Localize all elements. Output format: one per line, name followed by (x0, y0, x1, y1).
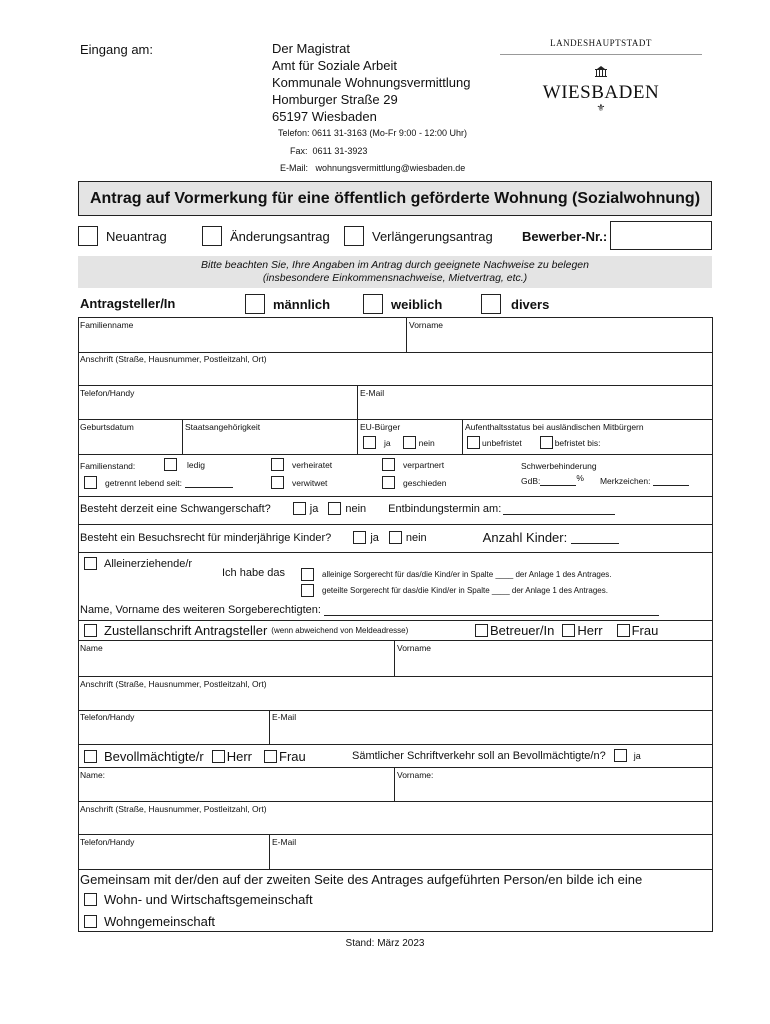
getrennt-seit-field[interactable] (185, 478, 233, 488)
aenderungsantrag-label: Änderungsantrag (230, 228, 330, 244)
verpartnert-row (382, 458, 444, 471)
eu-ja-label: ja (384, 437, 391, 448)
anzahl-kinder-label: Anzahl Kinder: (482, 530, 568, 545)
vollmacht-email-label: E-Mail (272, 837, 297, 847)
schriftverkehr-label: Sämtlicher Schriftverkehr soll an Bevollmächtigte/n? (352, 749, 606, 762)
address-line: Der Magistrat (272, 41, 351, 56)
maennlich-label: männlich (273, 296, 331, 312)
geburtsdatum-label: Geburtsdatum (80, 422, 134, 432)
sorge-option-1 (301, 568, 612, 581)
eu-buerger-label: EU-Bürger (360, 422, 401, 432)
verlaengerungsantrag-checkbox[interactable] (344, 226, 364, 246)
wirtschaftsgemeinschaft-label: Wohn- und Wirtschaftsgemeinschaft (104, 892, 313, 907)
notice-line: Bitte beachten Sie, Ihre Angaben im Antrag durch geeignete Nachweise zu belegen (201, 259, 589, 271)
eu-nein-checkbox[interactable] (403, 436, 416, 449)
alleinerziehend-checkbox[interactable] (84, 557, 97, 570)
email-row (280, 162, 465, 174)
wirtschaftsgemeinschaft-checkbox[interactable] (84, 893, 97, 906)
staatsangehoerigkeit-label: Staatsangehörigkeit (185, 422, 261, 432)
ledig-row (164, 458, 205, 471)
sorgeberechtigter-field[interactable] (324, 604, 659, 616)
sorgeberechtigter-row (80, 604, 659, 616)
telefon-field[interactable] (79, 399, 356, 418)
zustell-name-field[interactable] (79, 654, 393, 675)
entbindung-label: Entbindungstermin am: (388, 502, 502, 515)
wohngemeinschaft-row (84, 914, 215, 929)
schwanger-question: Besteht derzeit eine Schwangerschaft? (80, 502, 271, 515)
weiblich-label: weiblich (391, 296, 443, 312)
fax-row (290, 145, 367, 157)
telefon-label: Telefon: (278, 128, 310, 138)
ledig-label: ledig (187, 459, 205, 470)
schwanger-ja-checkbox[interactable] (293, 502, 306, 515)
zustell-heading-row (84, 623, 408, 638)
percent-label: % (576, 473, 584, 483)
wiesbaden-logo (500, 38, 702, 115)
zustell-telefon-label: Telefon/Handy (80, 712, 135, 722)
eu-options (363, 436, 435, 449)
zustell-frau-label: Frau (631, 623, 659, 638)
besuch-question: Besteht ein Besuchsrecht für minderjährige Kinder? (80, 531, 332, 544)
besuch-row (80, 530, 619, 545)
ich-habe-label: Ich habe das (222, 567, 285, 579)
alleiniges-sorgerecht-label: alleinige Sorgerecht für das/die Kind/er in Spalte ____ der Anlage 1 des Antrages. (322, 570, 612, 579)
verheiratet-checkbox[interactable] (271, 458, 284, 471)
verlaengerungsantrag-label: Verlängerungsantrag (372, 228, 493, 244)
alleinerziehend-row (84, 557, 192, 570)
fax-label: Fax: (290, 146, 308, 156)
lilies-icon: ⚜ (596, 103, 606, 114)
address-line: Kommunale Wohnungsvermittlung (272, 75, 471, 90)
gender-diverse-row (481, 294, 549, 314)
verpartnert-label: verpartnert (403, 459, 445, 470)
gdb-label: GdB: (521, 476, 541, 486)
sorge-option-2 (301, 584, 608, 597)
verpartnert-checkbox[interactable] (382, 458, 395, 471)
befristet-checkbox[interactable] (540, 436, 553, 449)
vollmacht-frau-label: Frau (279, 749, 306, 764)
alleiniges-sorgerecht-checkbox[interactable] (301, 568, 314, 581)
anschrift-label: Anschrift (Straße, Hausnummer, Postleitzahl, Ort) (80, 354, 267, 364)
aufenthaltsstatus-label: Aufenthaltsstatus bei ausländischen Mitbürgern (465, 422, 644, 432)
vollmacht-email-field[interactable] (270, 848, 712, 868)
verwitwet-checkbox[interactable] (271, 476, 284, 489)
vollmacht-anschrift-field[interactable] (79, 815, 712, 833)
eu-ja-checkbox[interactable] (363, 436, 376, 449)
zustell-checkbox[interactable] (84, 624, 97, 637)
geteiltes-sorgerecht-label: geteilte Sorgerecht für das/die Kind/er in Spalte ____ der Anlage 1 des Antrages. (322, 586, 608, 595)
fax-value: 0611 31-3923 (312, 146, 368, 156)
vollmacht-herr-label: Herr (226, 749, 252, 764)
alleinerziehend-label: Alleinerziehende/r (104, 557, 193, 570)
vollmacht-heading-row (84, 749, 306, 764)
getrennt-row (84, 476, 233, 489)
besuch-ja-label: ja (370, 531, 379, 544)
vollmacht-herr-checkbox[interactable] (212, 750, 225, 763)
vollmacht-vorname-field[interactable] (395, 781, 712, 800)
maennlich-checkbox[interactable] (245, 294, 265, 314)
familienstand-label: Familienstand: (80, 461, 136, 471)
bevollmaechtigte-checkbox[interactable] (84, 750, 97, 763)
anschrift-field[interactable] (79, 365, 712, 384)
zustell-herr-label: Herr (577, 623, 603, 638)
schwanger-ja-label: ja (309, 502, 319, 515)
geschieden-checkbox[interactable] (382, 476, 395, 489)
zustell-vorname-field[interactable] (395, 654, 712, 675)
wirtschaft-row (84, 892, 313, 907)
bewerber-label: Bewerber-Nr.: (522, 229, 608, 244)
entbindung-field[interactable] (503, 503, 615, 515)
address-line: Homburger Straße 29 (272, 92, 398, 107)
geschieden-row (382, 476, 446, 489)
stand-footer: Stand: März 2023 (345, 938, 425, 949)
anzahl-kinder-field[interactable] (571, 532, 619, 544)
telefon-row (278, 127, 467, 139)
zustell-vorname-label: Vorname (397, 643, 432, 653)
zustell-herr-checkbox[interactable] (562, 624, 575, 637)
sorgeberechtigter-label: Name, Vorname des weiteren Sorgeberechtigten: (80, 604, 321, 616)
geschieden-label: geschieden (403, 477, 447, 488)
vorname-field[interactable] (407, 330, 712, 351)
weiblich-checkbox[interactable] (363, 294, 383, 314)
verwitwet-label: verwitwet (292, 477, 328, 488)
familienname-field[interactable] (79, 330, 405, 351)
familienname-label: Familienname (80, 320, 134, 330)
vollmacht-name-field[interactable] (79, 781, 393, 800)
verlaengerung-row (344, 226, 493, 246)
schwanger-nein-checkbox[interactable] (328, 502, 341, 515)
email-field-label: E-Mail (360, 388, 385, 398)
aenderung-row (202, 226, 330, 246)
aenderungsantrag-checkbox[interactable] (202, 226, 222, 246)
vollmacht-frau-checkbox[interactable] (264, 750, 277, 763)
besuch-nein-label: nein (405, 531, 427, 544)
gdb-field[interactable] (540, 476, 576, 486)
zustell-email-label: E-Mail (272, 712, 297, 722)
schriftverkehr-row (352, 749, 641, 762)
merkzeichen-field[interactable] (653, 476, 689, 486)
neuantrag-checkbox[interactable] (78, 226, 98, 246)
verheiratet-label: verheiratet (292, 459, 333, 470)
besuch-ja-checkbox[interactable] (353, 531, 366, 544)
vollmacht-telefon-field[interactable] (79, 848, 268, 868)
antrag-type-row (78, 226, 167, 246)
gender-female-row (363, 294, 442, 314)
zustell-email-field[interactable] (270, 723, 712, 743)
address-line: Amt für Soziale Arbeit (272, 58, 397, 73)
ledig-checkbox[interactable] (164, 458, 177, 471)
wohngemeinschaft-checkbox[interactable] (84, 915, 97, 928)
eingang-label: Eingang am: (80, 42, 153, 57)
zustell-role-row (475, 623, 658, 638)
form-title-box (78, 181, 712, 216)
address-block (272, 40, 470, 125)
getrennt-label: getrennt lebend seit: (105, 477, 183, 488)
email-label: E-Mail: (280, 163, 309, 173)
besuch-nein-checkbox[interactable] (389, 531, 402, 544)
verheiratet-row (271, 458, 332, 471)
bewerber-nr-field[interactable] (610, 221, 712, 250)
telefon-handy-label: Telefon/Handy (80, 388, 135, 398)
schriftverkehr-ja-checkbox[interactable] (614, 749, 627, 762)
wohngemeinschaft-label: Wohngemeinschaft (104, 914, 216, 929)
eu-nein-label: nein (418, 437, 435, 448)
zustell-sub: (wenn abweichend von Meldeadresse) (271, 626, 409, 635)
betreuer-label: Betreuer/In (490, 623, 555, 638)
zustell-heading: Zustellanschrift Antragsteller (104, 623, 268, 638)
divers-checkbox[interactable] (481, 294, 501, 314)
vollmacht-anschrift-label: Anschrift (Straße, Hausnummer, Postleitzahl, Ort) (80, 804, 267, 814)
bevollmaechtigte-heading: Bevollmächtigte/r (104, 749, 204, 764)
gdb-row (521, 473, 689, 486)
schriftverkehr-ja-label: ja (633, 750, 641, 761)
schwanger-row (80, 502, 615, 515)
telefon-value: 0611 31-3163 (Mo-Fr 9:00 - 12:00 Uhr) (312, 128, 467, 138)
logo-top-text: LANDESHAUPTSTADT (550, 38, 652, 48)
email-value[interactable]: wohnungsvermittlung@wiesbaden.de (315, 163, 466, 173)
aufenthalt-options (467, 436, 601, 449)
betreuer-checkbox[interactable] (475, 624, 488, 637)
zustell-anschrift-field[interactable] (79, 690, 712, 709)
email-input[interactable] (358, 399, 712, 418)
merkzeichen-label: Merkzeichen: (599, 476, 651, 486)
form-title: Antrag auf Vormerkung für eine öffentlich geförderte Wohnung (Sozialwohnung) (89, 189, 701, 207)
befristet-label: befristet bis: (554, 437, 601, 448)
zustell-telefon-field[interactable] (79, 723, 268, 743)
schwerbehinderung-label: Schwerbehinderung (521, 461, 597, 471)
divers-label: divers (511, 296, 550, 312)
unbefristet-checkbox[interactable] (467, 436, 480, 449)
crown-icon (500, 65, 702, 83)
notice-box (78, 256, 712, 288)
gemeinsam-text: Gemeinsam mit der/den auf der zweiten Seite des Antrages aufgeführten Person/en bilde ich eine (80, 872, 643, 887)
vollmacht-name-label: Name: (80, 770, 106, 780)
getrennt-checkbox[interactable] (84, 476, 97, 489)
zustell-name-label: Name (80, 643, 103, 653)
zustell-anschrift-label: Anschrift (Straße, Hausnummer, Postleitzahl, Ort) (80, 679, 267, 689)
vollmacht-telefon-label: Telefon/Handy (80, 837, 135, 847)
schwanger-nein-label: nein (345, 502, 367, 515)
notice-line: (insbesondere Einkommensnachweise, Mietvertrag, etc.) (262, 272, 528, 284)
verwitwet-row (271, 476, 327, 489)
unbefristet-label: unbefristet (482, 437, 522, 448)
gender-male-row (245, 294, 330, 314)
vollmacht-vorname-label: Vorname: (397, 770, 434, 780)
geteiltes-sorgerecht-checkbox[interactable] (301, 584, 314, 597)
address-line: 65197 Wiesbaden (272, 109, 377, 124)
zustell-frau-checkbox[interactable] (617, 624, 630, 637)
neuantrag-label: Neuantrag (106, 228, 167, 244)
logo-name: WIESBADEN (542, 82, 660, 103)
vorname-label: Vorname (409, 320, 444, 330)
antragsteller-heading: Antragsteller/In (80, 296, 176, 311)
